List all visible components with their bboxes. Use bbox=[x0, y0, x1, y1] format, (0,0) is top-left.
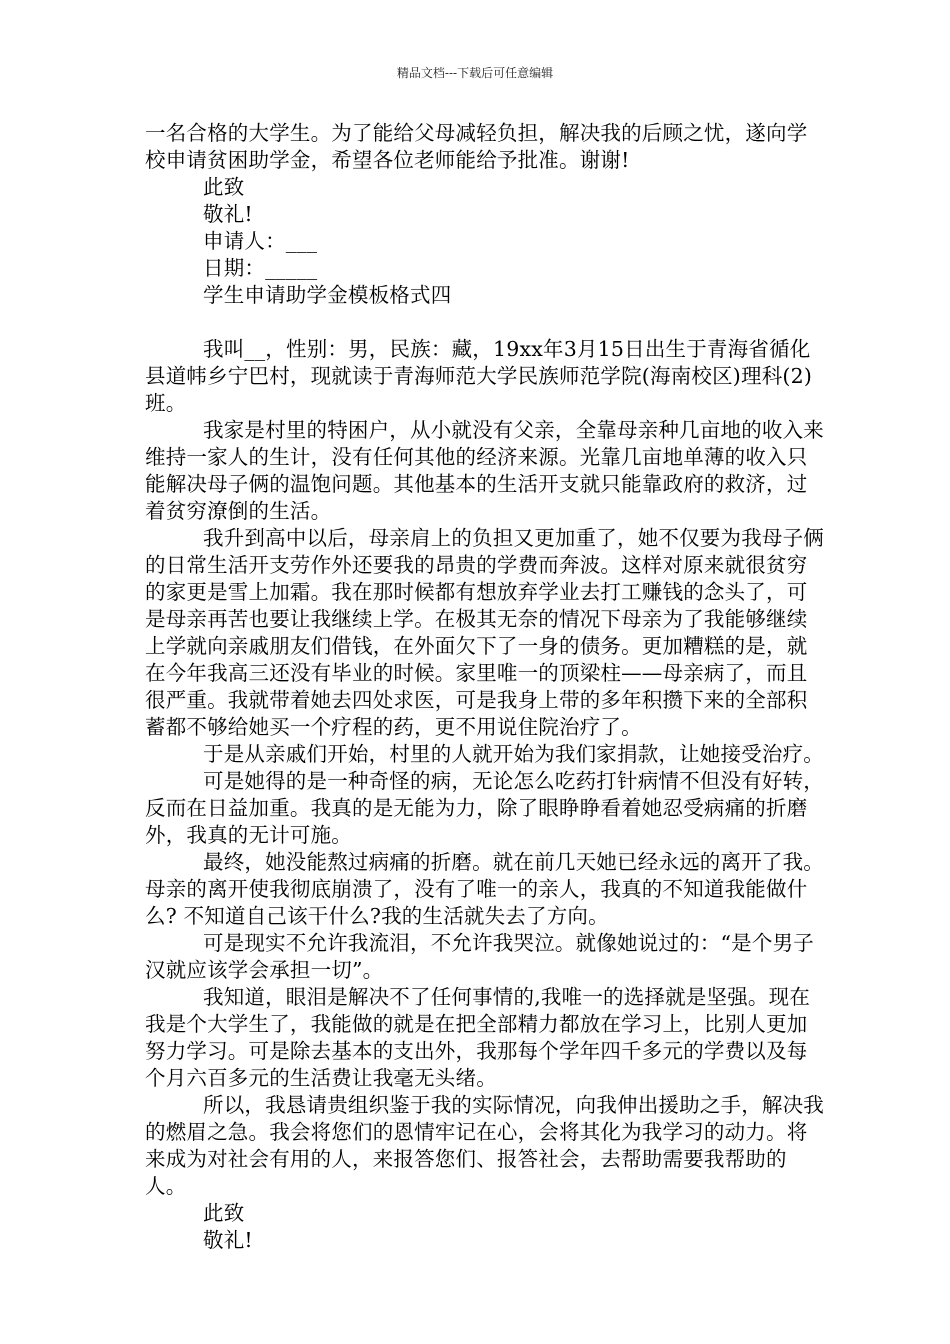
paragraph-intro-end: 一名合格的大学生。为了能给父母减轻负担，解决我的后顾之忧，遂向学校申请贫困助学金，希望各位老师能给予批准。谢谢! bbox=[145, 121, 808, 172]
closing-regards-2: 敬礼! bbox=[203, 1228, 253, 1252]
paragraph: 我叫__，性别：男，民族：藏，19xx年3月15日出生于青海省循化县道帏乡宁巴村，现就读于青海师范大学民族师范学院(海南校区)理科(2)班。 bbox=[145, 337, 813, 415]
closing-regards: 敬礼! bbox=[203, 202, 253, 226]
paragraph: 于是从亲戚们开始，村里的人就开始为我们家捐款，让她接受治疗。 bbox=[203, 742, 824, 766]
spacer bbox=[145, 309, 825, 336]
section-title: 学生申请助学金模板格式四 bbox=[203, 283, 452, 307]
paragraph: 我知道，眼泪是解决不了任何事情的,我唯一的选择就是坚强。现在我是个大学生了，我能做的就是在把全部精力都放在学习上，比别人更加努力学习。可是除去基本的支出外，我那每个学年四千多元的学费以及每个月六百多元的生活费让我毫无头绪。 bbox=[145, 985, 811, 1090]
paragraph: 所以，我恳请贵组织鉴于我的实际情况，向我伸出援助之手，解决我的燃眉之急。我会将您们的恩情牢记在心，会将其化为我学习的动力。将来成为对社会有用的人，来报答您们、报答社会，去帮助需要我帮助的人。 bbox=[145, 1093, 824, 1198]
applicant-line: 申请人：___ bbox=[203, 229, 318, 253]
date-line: 日期：_____ bbox=[203, 256, 318, 280]
closing-salutation-2: 此致 bbox=[203, 1201, 245, 1225]
closing-salutation: 此致 bbox=[203, 175, 245, 199]
paragraph: 我家是村里的特困户，从小就没有父亲，全靠母亲种几亩地的收入来维持一家人的生计，没有任何其他的经济来源。光靠几亩地单薄的收入只能解决母子俩的温饱问题。其他基本的生活开支就只能靠政府的救济，过着贫穷潦倒的生活。 bbox=[145, 418, 824, 523]
paragraph: 我升到高中以后，母亲肩上的负担又更加重了，她不仅要为我母子俩的日常生活开支劳作外还要我的昂贵的学费而奔波。这样对原来就很贫穷的家更是雪上加霜。我在那时候都有想放弃学业去打工赚钱的念头了，可是母亲再苦也要让我继续上学。在极其无奈的情况下母亲为了我能够继续上学就向亲戚朋友们借钱，在外面欠下了一身的债务。更加糟糕的是，就在今年我高三还没有毕业的时候。家里唯一的顶梁柱——母亲病了，而且很严重。我就带着她去四处求医，可是我身上带的多年积攒下来的全部积蓄都不够给她买一个疗程的药，更不用说住院治疗了。 bbox=[145, 526, 824, 739]
document-body bbox=[145, 120, 825, 1254]
paragraph: 可是现实不允许我流泪，不允许我哭泣。就像她说过的：“是个男子汉就应该学会承担一切”。 bbox=[145, 931, 814, 982]
page-header: 精品文档---下载后可任意编辑 bbox=[396, 66, 554, 80]
paragraph: 可是她得的是一种奇怪的病，无论怎么吃药打针病情不但没有好转，反而在日益加重。我真的是无能为力，除了眼睁睁看着她忍受病痛的折磨外，我真的无计可施。 bbox=[145, 769, 824, 847]
paragraph: 最终，她没能熬过病痛的折磨。就在前几天她已经永远的离开了我。母亲的离开使我彻底崩溃了，没有了唯一的亲人，我真的不知道我能做什么? 不知道自己该干什么?我的生活就失去了方向。 bbox=[145, 850, 824, 928]
